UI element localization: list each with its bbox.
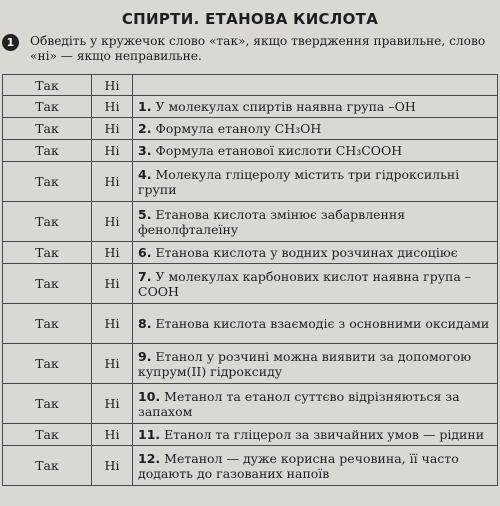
statement-text: У молекулах карбонових кислот наявна група –COOH [138,268,472,299]
answer-no-option[interactable]: Ні [92,242,133,264]
statement-text: Метанол — дуже корисна речовина, її часто додають до газованих напоїв [138,450,459,481]
table-row [3,242,498,264]
answer-no-option[interactable]: Ні [92,118,133,140]
answer-no-option[interactable]: Ні [92,264,133,304]
answer-no-option[interactable]: Ні [92,424,133,446]
answer-no-option[interactable]: Ні [92,446,133,486]
statement-number: 9. [138,348,152,364]
answer-yes-option[interactable]: Так [3,140,92,162]
statement-text: Етанова кислота змінює забарвлення фенолфталеїну [138,206,406,237]
statement-cell [133,344,498,384]
statement-number: 11. [138,427,161,442]
statement-text: Етанова кислота взаємодіє з основними оксидами [155,316,490,331]
statement-text: Молекула гліцеролу містить три гідроксильні групи [138,166,460,197]
answer-yes-option[interactable]: Так [3,446,92,486]
statement-cell [133,140,498,162]
header-no: Ні [92,75,133,96]
statement-text: Етанол та гліцерол за звичайних умов — рідини [164,427,485,442]
statement-number: 6. [138,245,152,260]
answer-no-option[interactable]: Ні [92,344,133,384]
statement-text: У молекулах спиртів наявна група –OH [155,99,416,114]
task-number-badge: 1 [2,34,19,51]
header-yes: Так [3,75,92,96]
answer-yes-option[interactable]: Так [3,118,92,140]
statement-number: 12. [138,450,161,466]
statement-text: Метанол та етанол суттєво відрізняються за запахом [138,388,460,419]
statement-cell [133,242,498,264]
statement-cell [133,384,498,424]
answer-no-option[interactable]: Ні [92,162,133,202]
table-row [3,304,498,344]
answer-no-option[interactable]: Ні [92,140,133,162]
header-statement [133,75,498,96]
answer-no-option[interactable]: Ні [92,304,133,344]
statement-number: 2. [138,121,152,136]
answer-yes-option[interactable]: Так [3,96,92,118]
statements-table [2,74,498,486]
statement-number: 3. [138,143,152,158]
statement-text: Формула етанолу CH₃OH [155,121,322,136]
statement-number: 4. [138,166,152,182]
table-header-row [3,75,498,96]
answer-yes-option[interactable]: Так [3,264,92,304]
table-row [3,96,498,118]
statement-cell [133,162,498,202]
statement-cell [133,202,498,242]
statement-number: 1. [138,99,152,114]
page-title: СПИРТИ. ЕТАНОВА КИСЛОТА [121,10,379,28]
table-row [3,118,498,140]
table-row [3,162,498,202]
statement-text: Формула етанової кислоти CH₃COOH [155,143,403,158]
statement-number: 5. [138,206,152,222]
answer-yes-option[interactable]: Так [3,384,92,424]
statement-cell [133,424,498,446]
answer-no-option[interactable]: Ні [92,384,133,424]
answer-no-option[interactable]: Ні [92,202,133,242]
answer-no-option[interactable]: Ні [92,96,133,118]
statement-text: Етанова кислота у водних розчинах дисоціює [155,245,458,260]
answer-yes-option[interactable]: Так [3,424,92,446]
task-instruction: Обведіть у кружечок слово «так», якщо твердження правильне, слово «ні» — якщо неправильне. [30,34,486,63]
answer-yes-option[interactable]: Так [3,242,92,264]
table-row [3,344,498,384]
statement-cell [133,96,498,118]
statement-text: Етанол у розчині можна виявити за допомогою купрум(II) гідроксиду [138,348,472,379]
answer-yes-option[interactable]: Так [3,344,92,384]
answer-yes-option[interactable]: Так [3,304,92,344]
statement-cell [133,304,498,344]
statement-cell [133,446,498,486]
answer-yes-option[interactable]: Так [3,202,92,242]
statement-number: 7. [138,268,152,284]
table-row [3,424,498,446]
answer-yes-option[interactable]: Так [3,162,92,202]
statement-cell [133,118,498,140]
statement-number: 10. [138,388,161,404]
statement-cell [133,264,498,304]
table-row [3,384,498,424]
statement-number: 8. [138,316,152,331]
table-row [3,140,498,162]
table-row [3,264,498,304]
table-row [3,202,498,242]
table-row [3,446,498,486]
